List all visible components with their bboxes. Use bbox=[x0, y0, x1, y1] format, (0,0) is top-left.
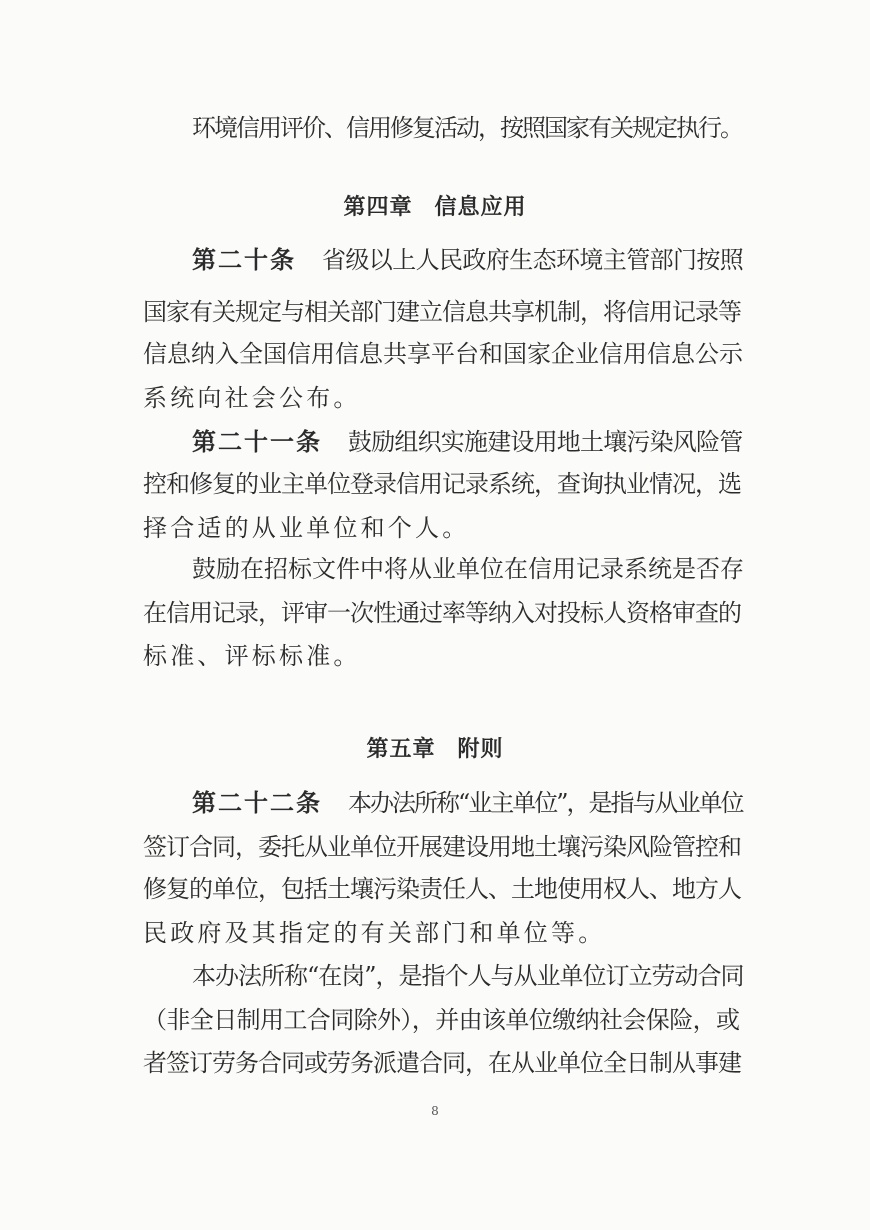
text-line: 标准、评标标准。 bbox=[143, 642, 361, 670]
text-line: 信息纳入全国信用信息共享平台和国家企业信用信息公示 bbox=[143, 340, 743, 368]
text-line: 在信用记录，评审一次性通过率等纳入对投标人资格审查的 bbox=[143, 599, 741, 627]
article-text: 本办法所称“业主单位”，是指与从业单位 bbox=[348, 789, 743, 817]
article-line bbox=[192, 788, 744, 818]
article-text: 鼓励组织实施建设用地土壤污染风险管 bbox=[348, 428, 743, 456]
chapter-title: 信息应用 bbox=[434, 195, 527, 220]
page-number: 8 bbox=[431, 1104, 439, 1118]
text-line: （非全日制用工合同除外），并由该单位缴纳社会保险，或 bbox=[143, 1006, 740, 1034]
chapter-number: 第五章 bbox=[366, 737, 436, 762]
article-line bbox=[192, 427, 744, 457]
chapter-heading bbox=[0, 193, 870, 223]
text-line: 系统向社会公布。 bbox=[143, 384, 361, 412]
text-line: 控和修复的业主单位登录信用记录系统，查询执业情况，选 bbox=[143, 470, 741, 498]
chapter-number: 第四章 bbox=[343, 195, 413, 220]
article-line bbox=[192, 245, 744, 275]
text-line: 签订合同，委托从业单位开展建设用地土壤污染风险管控和 bbox=[143, 833, 741, 861]
chapter-heading bbox=[0, 735, 870, 765]
article-number: 第二十条 bbox=[192, 246, 296, 274]
text-line: 鼓励在招标文件中将从业单位在信用记录系统是否存 bbox=[192, 555, 744, 583]
text-line: 者签订劳务合同或劳务派遣合同，在从业单位全日制从事建 bbox=[143, 1049, 741, 1077]
article-number: 第二十一条 bbox=[192, 428, 322, 456]
text-line: 环境信用评价、信用修复活动，按照国家有关规定执行。 bbox=[192, 114, 742, 142]
article-text: 省级以上人民政府生态环境主管部门按照 bbox=[322, 246, 744, 274]
text-line: 择合适的从业单位和个人。 bbox=[143, 514, 470, 542]
text-line: 国家有关规定与相关部门建立信息共享机制，将信用记录等 bbox=[143, 298, 741, 326]
text-line: 本办法所称“在岗”，是指个人与从业单位订立劳动合同 bbox=[192, 962, 744, 990]
text-line: 修复的单位，包括土壤污染责任人、土地使用权人、地方人 bbox=[143, 875, 741, 903]
chapter-title: 附则 bbox=[457, 737, 504, 762]
article-number: 第二十二条 bbox=[192, 789, 322, 817]
text-line: 民政府及其指定的有关部门和单位等。 bbox=[143, 919, 606, 947]
